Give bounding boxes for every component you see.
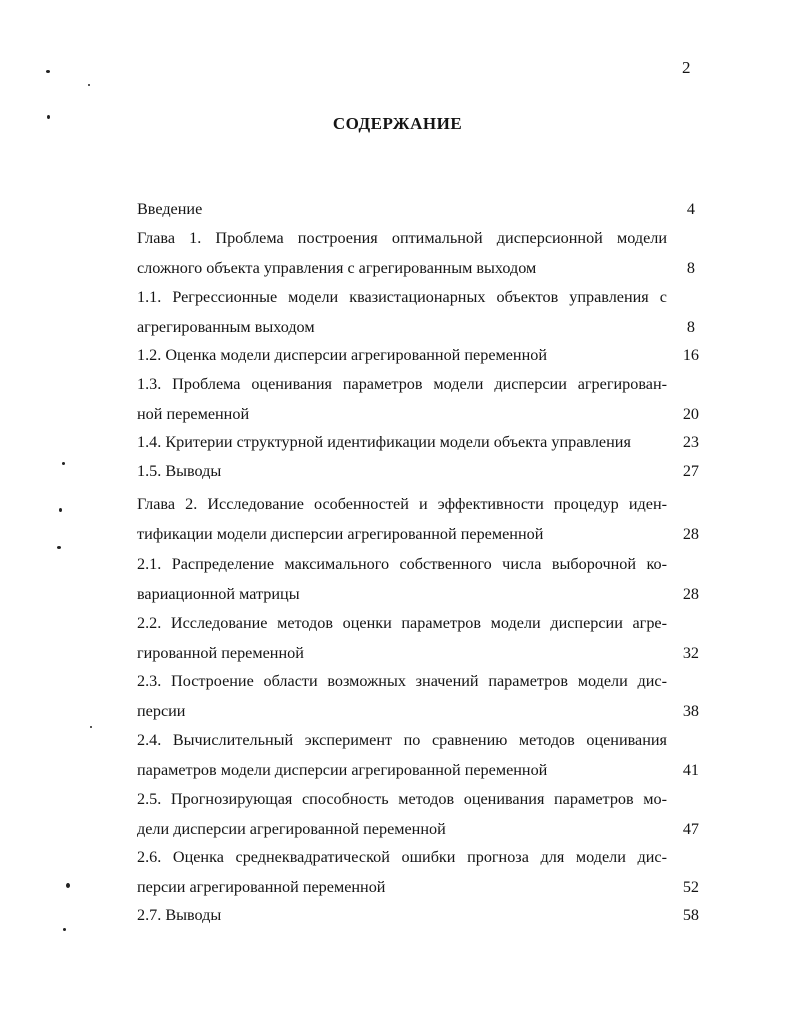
- toc-page-number: 23: [682, 433, 699, 451]
- toc-page-number: 32: [682, 643, 699, 662]
- toc-entry-line: 2.7. Выводы: [137, 906, 222, 924]
- toc-entry-line: вариационной матрицы: [137, 584, 300, 603]
- toc-entry-line: ной переменной: [137, 404, 250, 423]
- toc-entry-line: параметров модели дисперсии агрегированной переменной: [137, 760, 548, 779]
- scan-speck: [46, 70, 50, 73]
- scan-speck: [88, 84, 90, 86]
- scan-speck: [62, 462, 65, 465]
- scan-speck: [57, 546, 61, 549]
- scan-speck: [66, 883, 70, 888]
- page-number: 2: [682, 58, 691, 77]
- toc-page-number: 41: [682, 760, 699, 779]
- toc-entry-line: агрегированным выходом: [137, 317, 315, 336]
- toc-entry-line: 2.2. Исследование методов оценки параметров модели дисперсии агре-: [137, 614, 667, 632]
- scan-speck: [90, 726, 92, 728]
- toc-page-number: 20: [682, 404, 699, 423]
- toc-entry-line: 2.6. Оценка среднеквадратической ошибки прогноза для модели дис-: [137, 848, 667, 866]
- toc-page-number: 47: [682, 819, 699, 838]
- toc-page-number: 16: [682, 346, 699, 364]
- toc-entry-line: 1.1. Регрессионные модели квазистационарных объектов управления с: [137, 288, 667, 306]
- toc-entry-line: Глава 2. Исследование особенностей и эффективности процедур иден-: [137, 495, 667, 513]
- toc-entry-line: 2.4. Вычислительный эксперимент по сравнению методов оценивания: [137, 731, 667, 749]
- toc-entry-line: сложного объекта управления с агрегированным выходом: [137, 258, 537, 277]
- toc-page-number: 28: [682, 524, 699, 543]
- toc-entry-line: персии агрегированной переменной: [137, 877, 386, 896]
- toc-entry-line: 1.2. Оценка модели дисперсии агрегированной переменной: [137, 346, 548, 364]
- toc-entry-line: 1.4. Критерии структурной идентификации модели объекта управления: [137, 433, 631, 451]
- scan-speck: [47, 115, 50, 119]
- toc-entry-line: 2.5. Прогнозирующая способность методов оценивания параметров мо-: [137, 790, 667, 808]
- scan-speck: [59, 508, 62, 512]
- scan-speck: [63, 928, 66, 931]
- toc-entry-line: 2.1. Распределение максимального собственного числа выборочной ко-: [137, 555, 667, 573]
- toc-entry-line: дели дисперсии агрегированной переменной: [137, 819, 446, 838]
- toc-entry-line: гированной переменной: [137, 643, 304, 662]
- page-title: СОДЕРЖАНИЕ: [332, 114, 463, 133]
- toc-entry-line: тификации модели дисперсии агрегированной переменной: [137, 524, 544, 543]
- toc-page-number: 52: [682, 877, 699, 896]
- toc-page-number: 27: [682, 462, 699, 480]
- toc-page-number: 58: [682, 906, 699, 924]
- toc-entry-line: Введение: [137, 200, 203, 218]
- toc-entry-line: Глава 1. Проблема построения оптимальной дисперсионной модели: [137, 229, 667, 247]
- toc-page-number: 8: [686, 258, 695, 277]
- toc-entry-line: 2.3. Построение области возможных значений параметров модели дис-: [137, 672, 667, 690]
- toc-page-number: 8: [686, 317, 695, 336]
- toc-entry-line: 1.3. Проблема оценивания параметров модели дисперсии агрегирован-: [137, 375, 667, 393]
- toc-page-number: 4: [686, 200, 695, 218]
- toc-entry-line: персии: [137, 701, 186, 720]
- toc-entry-line: 1.5. Выводы: [137, 462, 222, 480]
- toc-page-number: 38: [682, 701, 699, 720]
- toc-page-number: 28: [682, 584, 699, 603]
